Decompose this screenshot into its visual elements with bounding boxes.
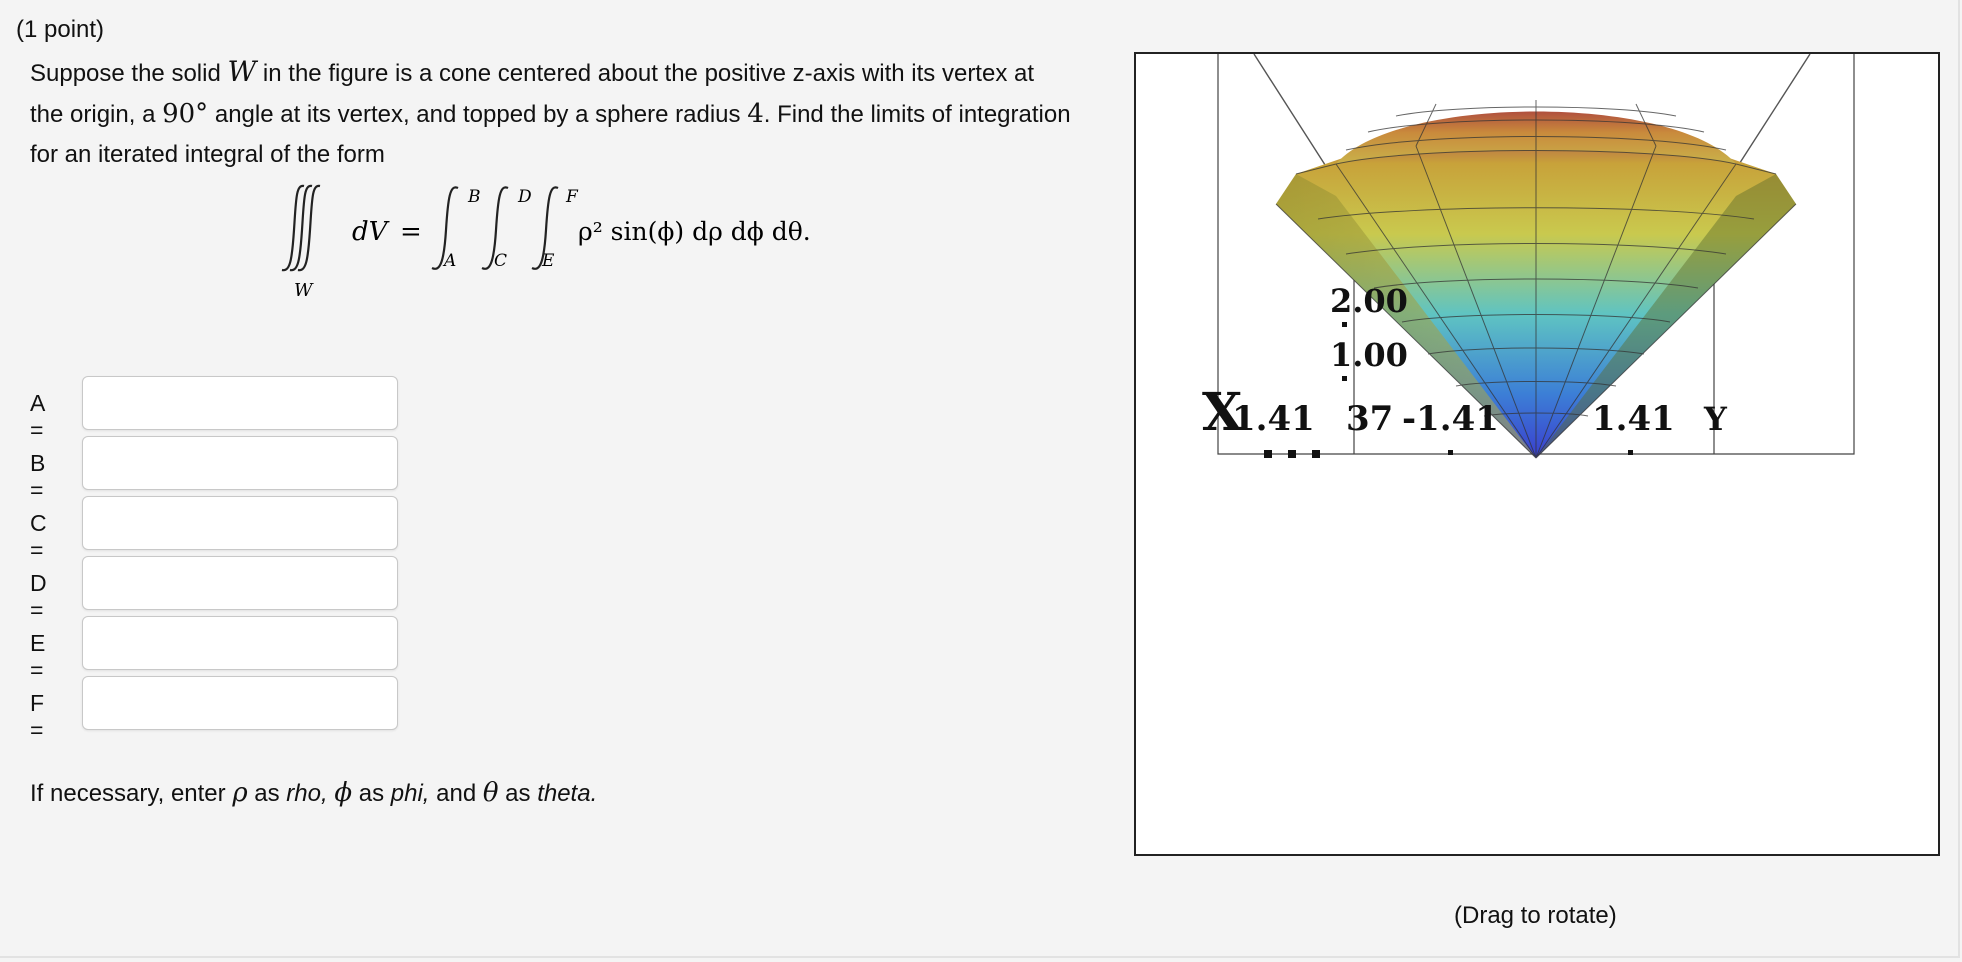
phi-word: phi,: [390, 780, 430, 807]
answer-label-d: D =: [30, 570, 47, 623]
answer-input-b[interactable]: [82, 436, 398, 490]
input-hint: [30, 778, 597, 808]
triple-integral-sign: [282, 186, 320, 270]
points-label: (1 point): [16, 16, 105, 43]
hint-text: and: [429, 780, 483, 807]
limit-lower-outer: A: [444, 251, 457, 271]
problem-text: angle at its vertex, and topped by a sphere radius: [208, 101, 748, 128]
problem-text: the origin, a: [30, 101, 163, 128]
problem-text: in the figure is a cone centered about the positive z-axis with its vertex at: [256, 60, 1035, 87]
y-tick-label: 1.41: [1592, 399, 1675, 439]
dv-label: dV: [352, 217, 388, 247]
hint-text: as: [247, 780, 287, 807]
x-tick-label: 1.41: [1232, 399, 1315, 439]
x-axis-label: X: [1202, 382, 1243, 443]
limit-lower-inner: E: [542, 251, 555, 271]
answer-label-e: E =: [30, 630, 46, 683]
problem-text: Suppose the solid: [30, 60, 228, 87]
hint-text: as: [352, 780, 391, 807]
region-label: W: [294, 280, 313, 301]
y-tick-label: -1.41: [1402, 399, 1499, 439]
cone-3d-figure[interactable]: [1134, 52, 1940, 856]
phi-symbol: ϕ: [334, 778, 353, 808]
answer-input-d[interactable]: [82, 556, 398, 610]
answer-label-b: B =: [30, 450, 46, 503]
problem-line-2: [30, 94, 1090, 135]
integrand: ρ² sin(ϕ) dρ dϕ dθ.: [578, 217, 811, 246]
z-tick-label: 2.00: [1330, 282, 1408, 320]
drag-to-rotate-caption: (Drag to rotate): [1454, 902, 1617, 929]
y-axis-label: Y: [1704, 400, 1727, 438]
theta-word: theta.: [537, 780, 598, 807]
limit-upper-outer: B: [468, 187, 481, 207]
theta-symbol: θ: [482, 778, 499, 808]
answer-input-c[interactable]: [82, 496, 398, 550]
answer-input-e[interactable]: [82, 616, 398, 670]
limit-lower-middle: C: [494, 251, 508, 271]
problem-line-3: for an iterated integral of the form: [30, 141, 385, 168]
problem-text: . Find the limits of integration: [763, 101, 1071, 128]
x-tick-label: 37: [1346, 399, 1394, 439]
problem-line-1: [30, 52, 1090, 94]
answer-label-a: A =: [30, 390, 45, 443]
answer-label-c: C =: [30, 510, 47, 563]
solid-symbol: W: [227, 55, 257, 88]
answer-label-f: F =: [30, 690, 45, 743]
rho-symbol: ρ: [232, 778, 248, 808]
hint-text: If necessary, enter: [30, 780, 233, 807]
limit-upper-inner: F: [566, 187, 578, 207]
radius-value: 4: [747, 99, 764, 129]
hint-text: as: [498, 780, 538, 807]
limit-upper-middle: D: [518, 187, 532, 207]
triple-integral-formula: [280, 180, 840, 300]
equals-sign: =: [400, 217, 422, 247]
z-tick-label: 1.00: [1330, 336, 1408, 374]
problem-statement: [30, 52, 1090, 175]
angle-value: 90°: [162, 99, 209, 129]
answer-input-a[interactable]: [82, 376, 398, 430]
rho-word: rho,: [286, 780, 328, 807]
answer-input-f[interactable]: [82, 676, 398, 730]
